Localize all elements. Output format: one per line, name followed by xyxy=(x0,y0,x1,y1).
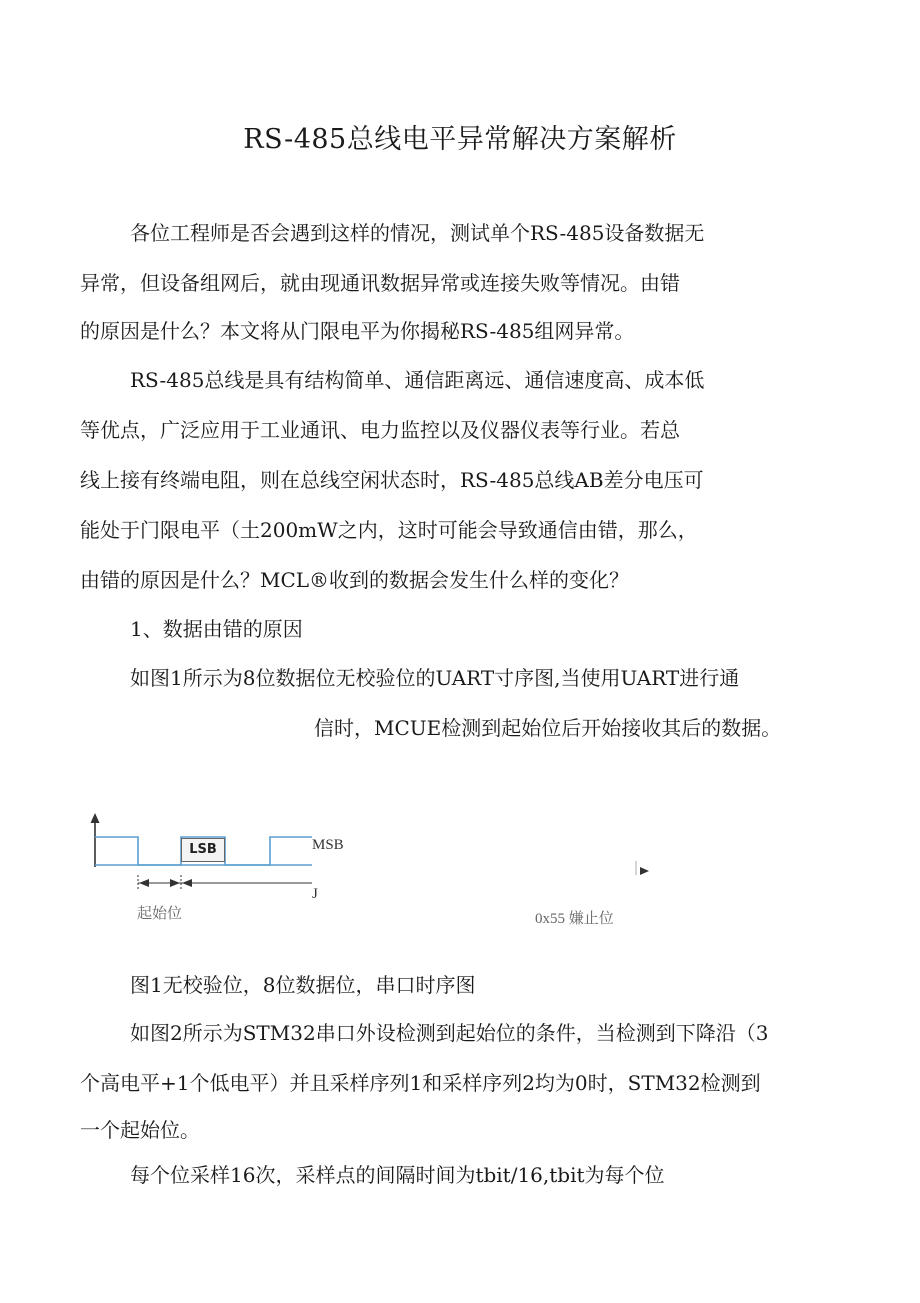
lsb-label-box: LSB xyxy=(181,838,225,862)
paragraph-2-line-3: 线上接有终端电阻，则在总线空闲状态时，RS-485总线AB差分电压可 xyxy=(80,468,704,492)
section-heading-1: 1、数据由错的原因 xyxy=(130,617,303,641)
paragraph-2-line-1: RS-485总线是具有结构简单、通信距离远、通信速度高、成本低 xyxy=(130,368,705,392)
paragraph-1-line-2: 异常，但设备组网后，就由现通讯数据异常或连接失败等情况。由错 xyxy=(80,271,680,295)
paragraph-4-line-2: 个高电平+1个低电平）并且采样序列1和采样序列2均为0时，STM32检测到 xyxy=(80,1071,761,1095)
stop-bit-label: 0x55 嫌止位 xyxy=(535,911,614,927)
j-label: J xyxy=(312,886,318,902)
paragraph-3-line-2: 信时，MCUE检测到起始位后开始接收其后的数据。 xyxy=(314,716,782,740)
right-arrow-marker xyxy=(636,861,649,875)
y-axis-arrow xyxy=(91,813,100,867)
paragraph-1-line-3: 的原因是什么？本文将从门限电平为你揭秘RS-485组网异常。 xyxy=(80,319,635,343)
paragraph-2-line-5: 由错的原因是什么？MCL®收到的数据会发生什么样的变化？ xyxy=(80,568,630,592)
paragraph-3-line-1: 如图1所示为8位数据位无校验位的UART寸序图,当使用UART进行通 xyxy=(130,666,740,690)
figure-1-caption: 图1无校验位，8位数据位，串口时序图 xyxy=(130,973,476,997)
paragraph-2-line-4: 能处于门限电平（土200mW之内，这时可能会导致通信由错，那么， xyxy=(80,518,698,542)
paragraph-5-line-1: 每个位采样16次，采样点的间隔时间为tbit/16,tbit为每个位 xyxy=(130,1163,665,1187)
paragraph-2-line-2: 等优点，广泛应用于工业通讯、电力监控以及仪器仪表等行业。若总 xyxy=(80,418,680,442)
uart-timing-diagram xyxy=(80,805,680,940)
paragraph-4-line-1: 如图2所示为STM32串口外设检测到起始位的条件，当检测到下降沿（3 xyxy=(130,1021,769,1045)
paragraph-4-line-3: 一个起始位。 xyxy=(80,1118,200,1142)
paragraph-1-line-1: 各位工程师是否会遇到这样的情况，测试单个RS-485设备数据无 xyxy=(130,221,705,245)
start-bit-label: 起始位 xyxy=(137,906,183,922)
msb-label: MSB xyxy=(312,837,344,853)
page-title: RS-485总线电平异常解决方案解析 xyxy=(243,124,677,155)
